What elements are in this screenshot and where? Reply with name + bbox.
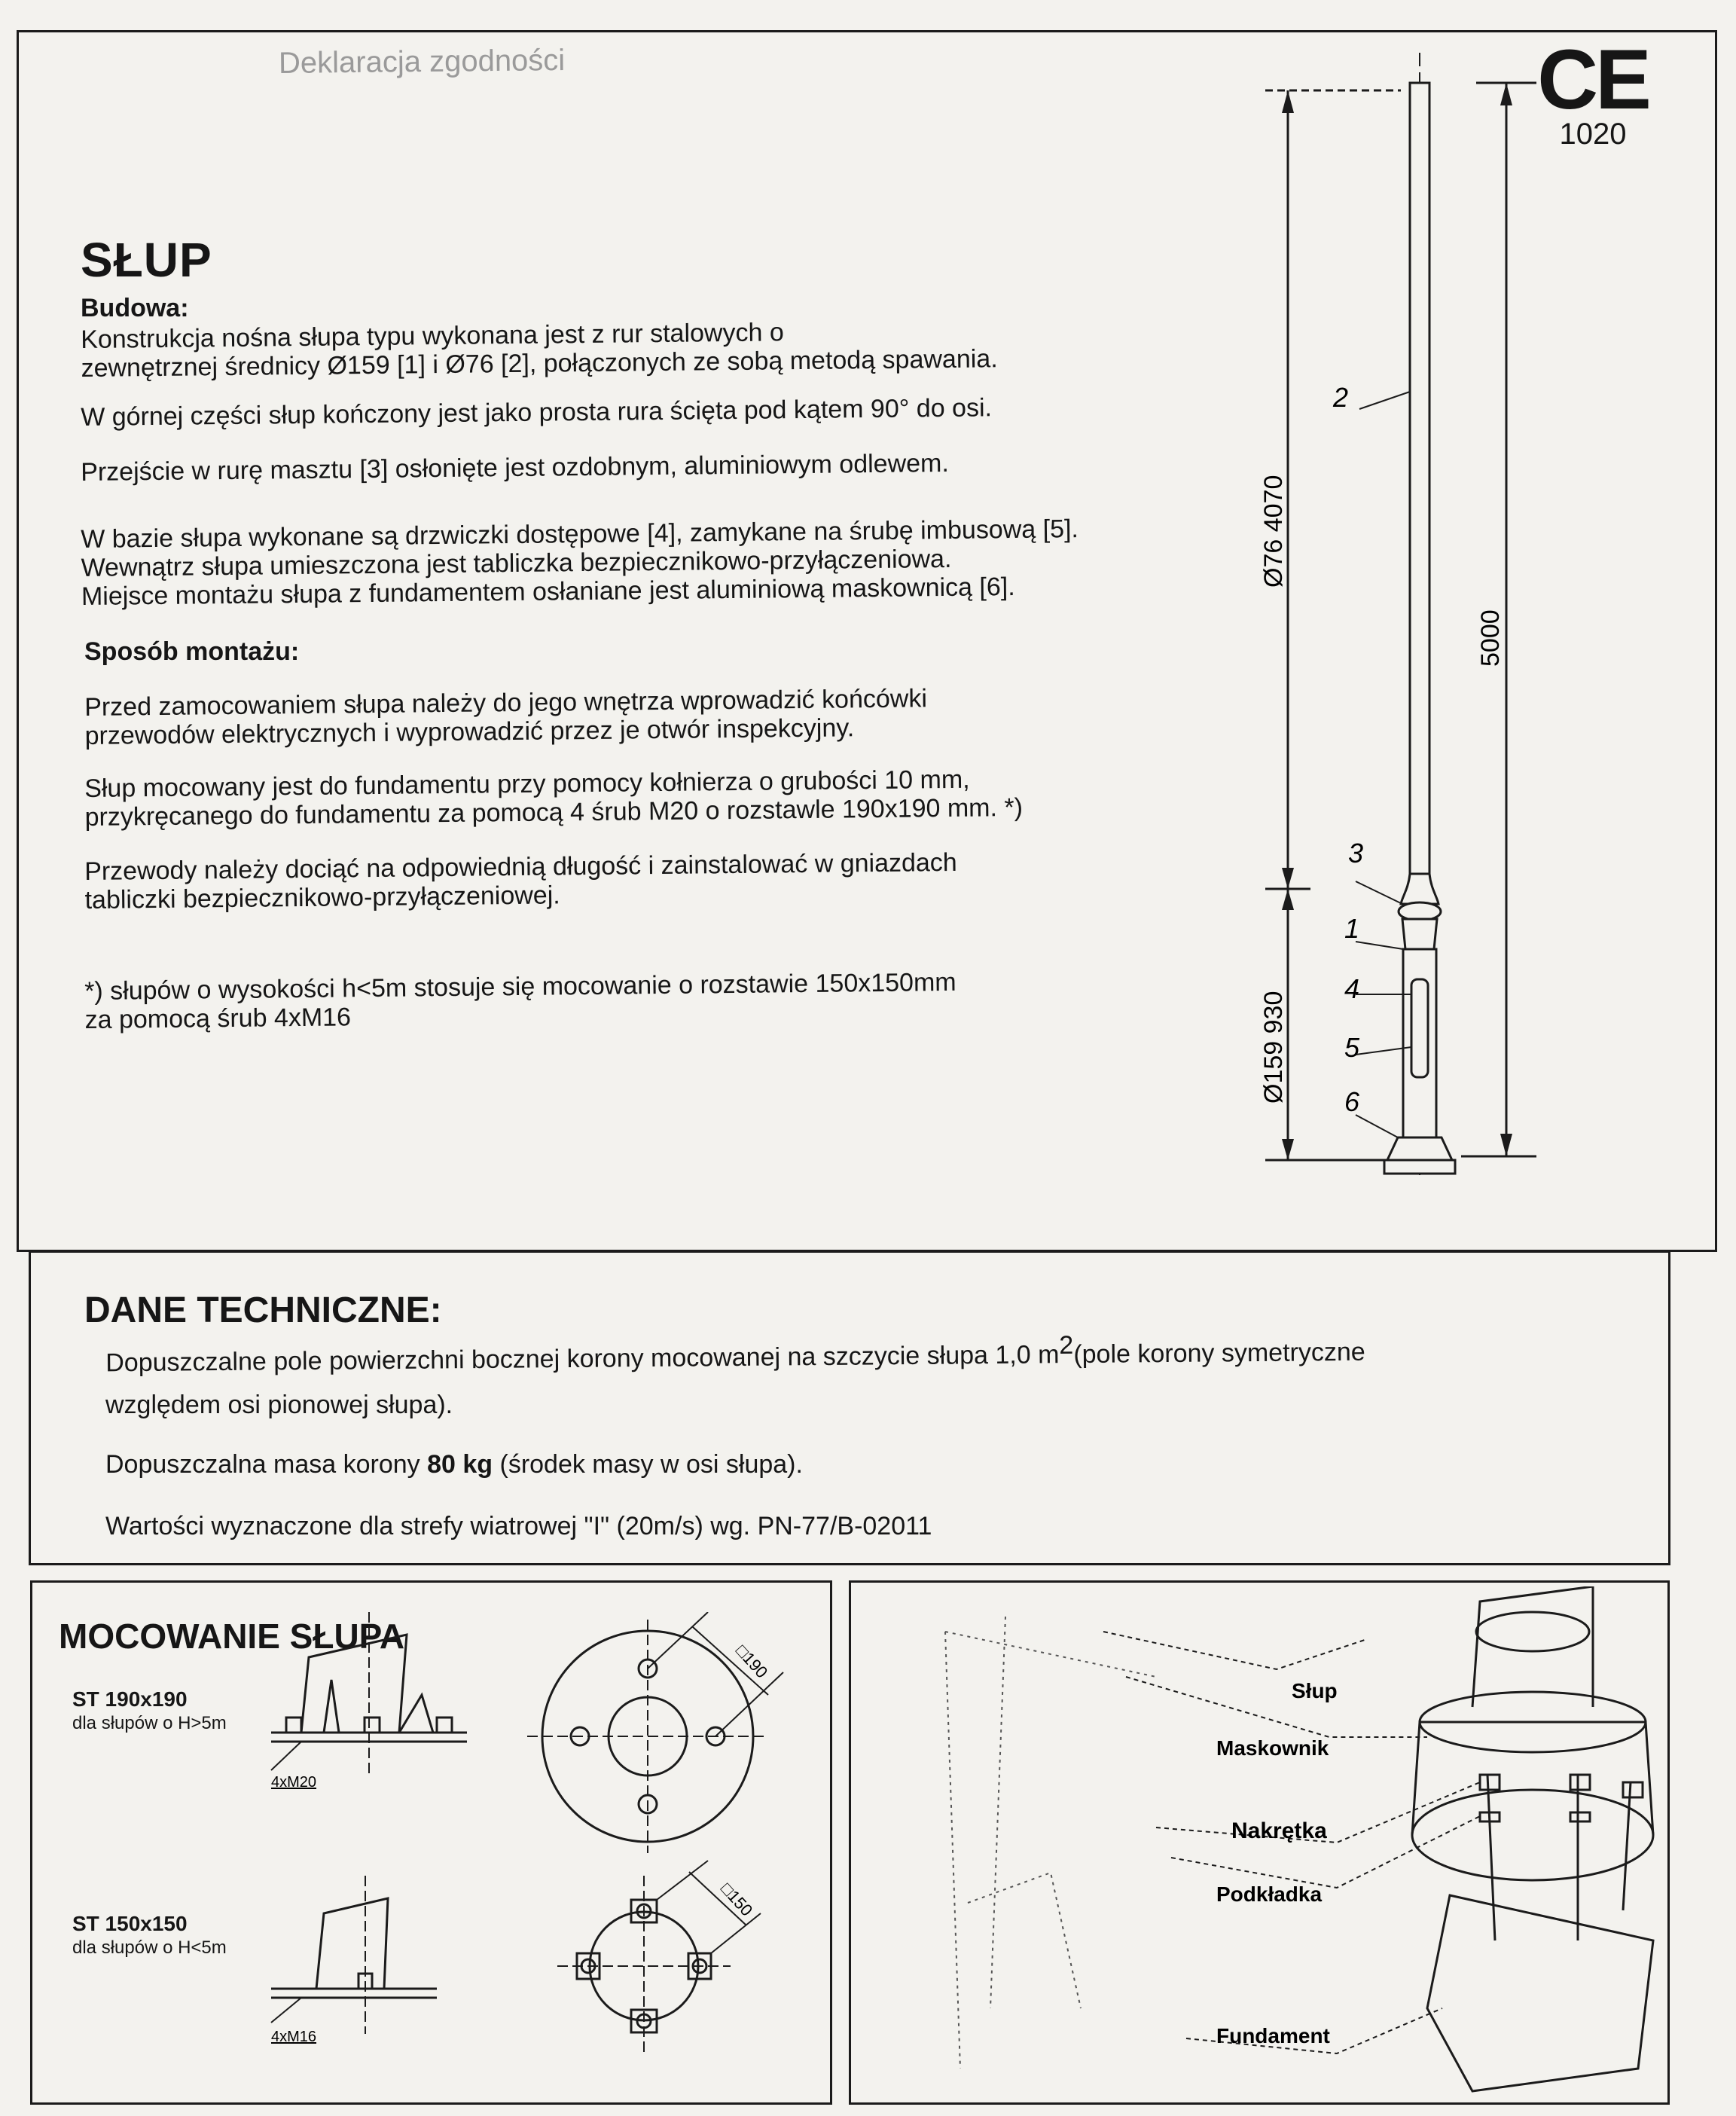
- pole-cover: [1387, 1137, 1452, 1160]
- montaz-text-3: Przewody należy dociąć na odpowiednią długość i zainstalować w gniazdach tabliczki bezpiecznikowo-przyłączeniowej.: [84, 847, 957, 914]
- st150-bolt-label: 4xM16: [271, 2029, 317, 2045]
- budowa-heading: Budowa:: [81, 294, 189, 322]
- header-faint-text: Deklaracja zgodności: [278, 44, 566, 80]
- st150-title: ST 150x150: [72, 1912, 188, 1935]
- para-transition: Przejście w rurę masztu [3] osłonięte jest ozdobnym, aluminiowym odlewem.: [81, 448, 950, 487]
- pole-door: [1411, 979, 1428, 1077]
- st150-dim-label: □150: [717, 1879, 757, 1920]
- pole-upper-tube: [1410, 83, 1429, 874]
- footnote: *) słupów o wysokości h<5m stosuje się mocowanie o rozstawie 150x150mm za pomocą śrub 4xM16: [84, 967, 956, 1034]
- assembly-label-nakretka: Nakrętka: [1231, 1818, 1327, 1843]
- assembly-label-slup: Słup: [1292, 1679, 1338, 1702]
- callout-2: 2: [1333, 382, 1349, 413]
- dane-line-2b: 80 kg: [427, 1450, 493, 1479]
- assembly-label-maskownik: Maskownik: [1216, 1736, 1329, 1760]
- callout-5: 5: [1344, 1032, 1360, 1063]
- assembly-illustration: [855, 1586, 1664, 2099]
- montaz-heading: Sposób montażu:: [84, 637, 300, 666]
- montaz-text-2: Słup mocowany jest do fundamentu przy pomocy kołnierza o grubości 10 mm, przykręcanego do fundamentu za pomocą 4 śrub M20 o rozstawle 190x190 mm. *): [84, 765, 1024, 832]
- dim-lower-label: Ø159 930: [1259, 991, 1288, 1104]
- assembly-label-podkladka: Podkładka: [1216, 1882, 1323, 1906]
- assembly-label-fundament: Fundament: [1216, 2024, 1330, 2047]
- foundation-slab: [1427, 1895, 1653, 2091]
- callout-3: 3: [1348, 838, 1364, 869]
- callout-4: 4: [1344, 973, 1360, 1004]
- dane-line-2a: Dopuszczalna masa korony: [105, 1450, 428, 1479]
- callout-1: 1: [1344, 913, 1360, 944]
- ce-notified-body-number: 1020: [1559, 118, 1627, 151]
- dim-total-label: 5000: [1476, 609, 1505, 667]
- dane-line-2c: (środek masy w osi słupa).: [493, 1450, 803, 1479]
- callout-6: 6: [1344, 1086, 1360, 1117]
- dane-line-3: Wartości wyznaczone dla strefy wiatrowej "I" (20m/s) wg. PN-77/B-02011: [105, 1512, 932, 1540]
- dane-line-2: [105, 1450, 803, 1479]
- montaz-text-1: Przed zamocowaniem słupa należy do jego wnętrza wprowadzić końcówki przewodów elektrycznych i wyprowadzić przez je otwór inspekcyjny.: [84, 684, 928, 750]
- st190-sub: dla słupów o H>5m: [72, 1713, 227, 1733]
- ce-mark-logo: CE: [1537, 32, 1649, 127]
- dane-line-1-tail: (pole korony symetryczne: [1073, 1337, 1365, 1369]
- dane-line-1b: względem osi pionowej słupa).: [105, 1391, 453, 1419]
- slup-title: SŁUP: [81, 233, 212, 287]
- pole-drawing: [1235, 45, 1717, 1220]
- dane-title: DANE TECHNICZNE:: [84, 1290, 442, 1330]
- budowa-text: Konstrukcja nośna słupa typu wykonana jest z rur stalowych o zewnętrznej średnicy Ø159 [1] i Ø76 [2], połączonych ze sobą metodą spawania.: [81, 318, 998, 383]
- dane-line-1-sup: 2: [1059, 1330, 1074, 1360]
- dim-upper-label: Ø76 4070: [1259, 475, 1288, 588]
- st190-title: ST 190x190: [72, 1687, 188, 1711]
- mounting-drawings: [226, 1612, 821, 2094]
- st150-sub: dla słupów o H<5m: [72, 1937, 227, 1958]
- para-top-part: W górnej części słup kończony jest jako prosta rura ścięta pod kątem 90° do osi.: [81, 393, 993, 432]
- pole-transition-casting: [1401, 874, 1439, 904]
- mocowanie-title: MOCOWANIE SŁUPA: [59, 1617, 405, 1656]
- dane-line-1-text: Dopuszczalne pole powierzchni bocznej korony mocowanej na szczycie słupa 1,0 m: [105, 1340, 1060, 1378]
- para-base: W bazie słupa wykonane są drzwiczki dostępowe [4], zamykane na śrubę imbusową [5]. Wewnątrz słupa umieszczona jest tabliczka bezpiecznikowo-przyłączeniowa. Miejsce montażu słupa z fundamentem osłaniane jest aluminiową maskownicą [6].: [81, 514, 1079, 611]
- st190-bolt-label: 4xM20: [271, 1774, 317, 1791]
- st190-dim-label: □190: [732, 1641, 772, 1682]
